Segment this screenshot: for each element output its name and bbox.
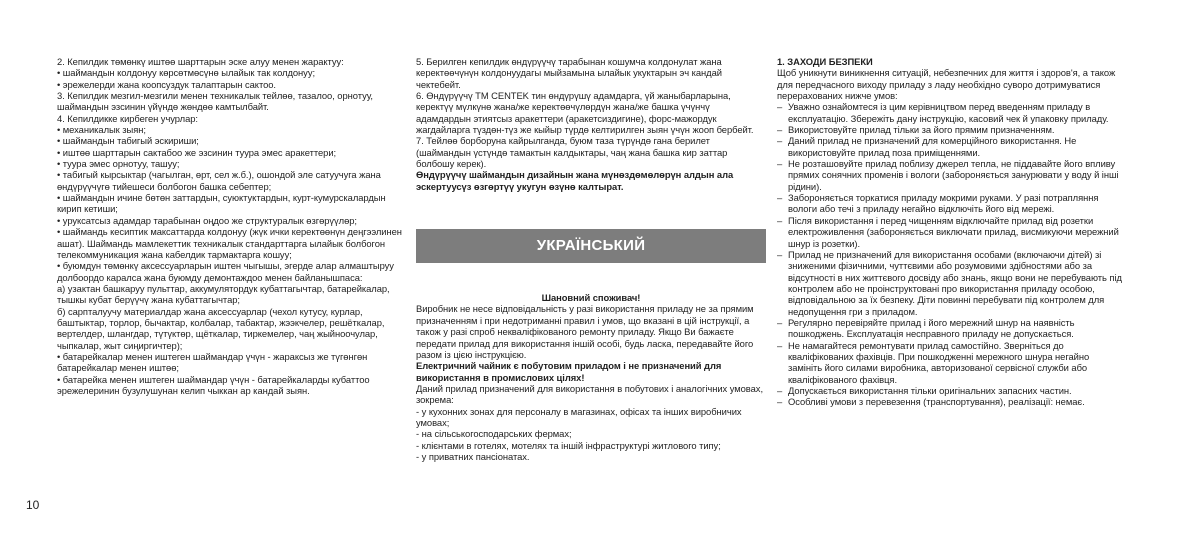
middle-column	[416, 56, 766, 462]
dash-marker: –	[777, 214, 783, 226]
paragraph: - у кухонних зонах для персоналу в магазинах, офісах та інших виробничих умовах;	[416, 405, 742, 428]
list-item	[777, 385, 1122, 396]
paragraph: Щоб уникнути виникнення ситуацій, небезпечних для життя і здоров'я, а також для передчасного виходу приладу з ладу необхідно суворо дотримуватися перерахованих нижче умов:	[777, 67, 1116, 102]
paragraph: - на сільськогосподарських фермах;	[416, 428, 572, 440]
paragraph: • шаймандь кесиптик максаттарда колдонуу (жүк ички керектөөнүн деңгээлинен ашат). Шаймандь мамлекеттик техникалык стандарттарга ылайык болбогон телекоммуникация жана кабелдик тармактарга кошуу;	[57, 226, 402, 260]
paragraph: - у приватних пансіонатах.	[416, 450, 530, 462]
dash-marker: –	[777, 192, 783, 204]
list-item	[777, 192, 1122, 215]
paragraph: Виробник не несе відповідальність у разі використання приладу не за прямим призначенням і при недотриманні правил і умов, що вказані в цій інструкції, а також у разі спроб некваліфікованого ремонту приладу. Якщо Ви бажаєте передати прилад для використання іншій особі, будь ласка, передавайте його разом із цією інструкцією.	[416, 303, 754, 360]
paragraph: • иштөө шарттарын сактабоо же эзсинин туура эмес аракеттери;	[57, 146, 337, 158]
safety-column	[777, 56, 1122, 408]
list-item	[777, 340, 1122, 385]
list-item-text: Уважно ознайомтеся із цим керівництвом перед введенням приладу в експлуатацію. Збережіть дану інструкцію, касовий чек й упаковку приладу.	[788, 101, 1109, 124]
paragraph: а) узактан башкаруу пульттар, аккумулятордук кубаттагычтар, батарейкалар, тышкы кубат берүүчү жана кубаттагычтар;	[57, 282, 390, 306]
language-banner	[416, 229, 766, 263]
list-item-text: Використовуйте прилад тільки за його прямим призначенням.	[788, 124, 1055, 136]
paragraph: • шаймандын табигый эскириши;	[57, 135, 199, 147]
list-item-text: Забороняється торкатися приладу мокрими руками. У разі потрапляння вологи або течі з приладу негайно відключіть його від мережі.	[788, 192, 1099, 215]
page-number: 10	[26, 498, 40, 512]
list-item	[777, 396, 1122, 407]
list-item	[777, 249, 1122, 317]
list-item-text: Не намагайтеся ремонтувати прилад самостійно. Зверніться до кваліфікованих фахівців. При пошкодженні мережного шнура негайно замініть його силами виробника, авторизованої сервісної служби або кваліфікованого фахівця.	[788, 339, 1090, 385]
kyrgyz-warranty-column	[57, 56, 405, 396]
list-item-text: Після використання і перед чищенням відключайте прилад від розетки електроживлення (забороняється виключати прилад, висмикуючи мережний шнур із розетки).	[788, 214, 1119, 249]
paragraph: • батарейка менен иштеген шаймандар үчүн - батарейкаларды кубаттоо эрежелеринин бузулушунан келип чыккан ар кандай зыян.	[57, 373, 370, 396]
greeting-heading: Шановний споживач!	[541, 292, 641, 304]
spacer	[416, 263, 766, 292]
list-item	[777, 101, 1122, 124]
dash-marker: –	[777, 124, 783, 136]
dash-marker: –	[777, 396, 783, 408]
bold-subheading: Електричний чайник є побутовим приладом і не призначений для використання в промислових цілях!	[416, 360, 722, 383]
paragraph: - клієнтами в готелях, мотелях та іншій інфраструктурі житлового типу;	[416, 439, 721, 451]
dash-marker: –	[777, 339, 783, 351]
paragraph: 4. Кепилдикке кирбеген учурлар:	[57, 112, 198, 124]
paragraph: 6. Өндүрүүчү ТМ CENTEK тин өндүрүшү адамдарга, үй жаныбарларына, керектүү мүлкүнө жана/же керектөөчүлөрдүн жана/же башка үчүнчү адамдардын этиятсыз аракеттери (аракетсиздигине), форс-мажордук жагдайларга түздөн-түз же кыйыр түрдө келтирилген зыян үчүн жооп бербейт.	[416, 90, 754, 136]
list-item-text: Прилад не призначений для використання особами (включаючи дітей) зі зниженими фізичними, чуттєвими або розумовими здібностями або за відсутності в них життєвого досвіду або знань, якщо вони не перебувають під контролем або не проінструктовані про використання приладу особою, відповідальною за їх безпеку. Діти повинні перебувати під контролем для недопущення гри з приладом.	[788, 248, 1122, 317]
paragraph: • эрежелерди жана коопсуздук талаптарын сактоо.	[57, 78, 276, 90]
list-item	[777, 317, 1122, 340]
paragraph: • батарейкалар менен иштеген шаймандар үчүн - жараксыз же түгөнгөн батарейкалар менен иштөө;	[57, 350, 368, 374]
dash-marker: –	[777, 158, 783, 170]
paragraph: • уруксатсыз адамдар тарабынан оңдоо же структуралык өзгөрүүлөр;	[57, 214, 357, 226]
dash-marker: –	[777, 101, 783, 113]
dash-marker: –	[777, 248, 783, 260]
paragraph: Даний прилад призначений для використання в побутових і аналогічних умовах, зокрема:	[416, 382, 763, 406]
paragraph: • шаймандын колдонуу көрсөтмөсүнө ылайык так колдонуу;	[57, 67, 316, 79]
dash-marker: –	[777, 135, 783, 147]
section-title: 1. ЗАХОДИ БЕЗПЕКИ	[777, 56, 873, 67]
list-item	[777, 135, 1122, 158]
bold-note: Өндүрүүчү шаймандын дизайнын жана мүнөздөмөлөрүн алдын ала эскертуусүз өзгөртүү укугун өзүнө калтырат.	[416, 169, 734, 192]
paragraph: • буюмдун төмөнкү аксессуарларын иштен чыгышы, эгерде алар алмаштыруу долбоордо каралса жана буюмду демонтаждоо менен байланышпаса:	[57, 260, 394, 283]
paragraph: 3. Кепилдик мезгил-мезгили менен техникалык тейлөө, тазалоо, орнотуу, шаймандын эзсинин үйүндө жөндөө камтылбайт.	[57, 90, 373, 113]
paragraph: • туура эмес орнотуу, ташуу;	[57, 158, 180, 170]
list-item	[777, 124, 1122, 135]
dash-marker: –	[777, 316, 783, 328]
banner-title: УКРАЇНСЬКИЙ	[536, 237, 646, 255]
list-item	[777, 158, 1122, 192]
paragraph: 7. Тейлөө борборуна кайрылганда, буюм таза түрүндө гана берилет (шаймандын үстүндө тамактын калдыктары, чаң жана башка кир заттар болбошу керек).	[416, 135, 728, 170]
paragraph: 2. Кепилдик төмөнкү иштөө шарттарын эске алуу менен жарактуу:	[57, 56, 344, 67]
list-item	[777, 215, 1122, 249]
dash-marker: –	[777, 384, 783, 396]
paragraph: 5. Берилген кепилдик өндүрүүчү тарабынан кошумча колдонулат жана керектөөчүнүн колдонуудагы мыйзамына ылайык укуктарын эч кандай чектебейт.	[416, 56, 722, 90]
list-item-text: Допускається використання тільки оригінальних запасних частин.	[788, 384, 1072, 396]
paragraph: б) сарпталуучу материалдар жана аксессуарлар (чехол кутусу, курлар, баштыктар, торлор, бычактар, колбалар, табактар, жээкчелер, решёткалар, вертелдер, шлангдар, түтүктөр, щёткалар, тиркемелер, чаң жыйноочулар, чыпкалар, жыт сиңиргичтер);	[57, 305, 385, 351]
list-item-text: Регулярно перевіряйте прилад і його мережний шнур на наявність пошкоджень. Експлуатація несправного приладу не допускається.	[788, 316, 1075, 340]
list-item-text: Особливі умови з перевезення (транспортування), реалізації: немає.	[788, 396, 1085, 408]
list-item-text: Даний прилад не призначений для комерційного використання. Не використовуйте прилад поза приміщеннями.	[788, 135, 1077, 158]
paragraph: • шаймандын ичине бөтөн заттардын, суюктуктардын, курт-кумурскалардын кирип кетиши;	[57, 192, 386, 215]
list-item-text: Не розташовуйте прилад поблизу джерел тепла, не піддавайте його впливу прямих сонячних променів і вологи (забороняється занурювати у воду й інші рідини).	[788, 158, 1119, 192]
paragraph: • механикалык зыян;	[57, 124, 146, 136]
paragraph: • табигый кырсыктар (чагылган, өрт, сел ж.б.), ошондой эле сатуучуга жана өндүрүүчүгө тийешеси болбогон башка себептер;	[57, 169, 381, 192]
